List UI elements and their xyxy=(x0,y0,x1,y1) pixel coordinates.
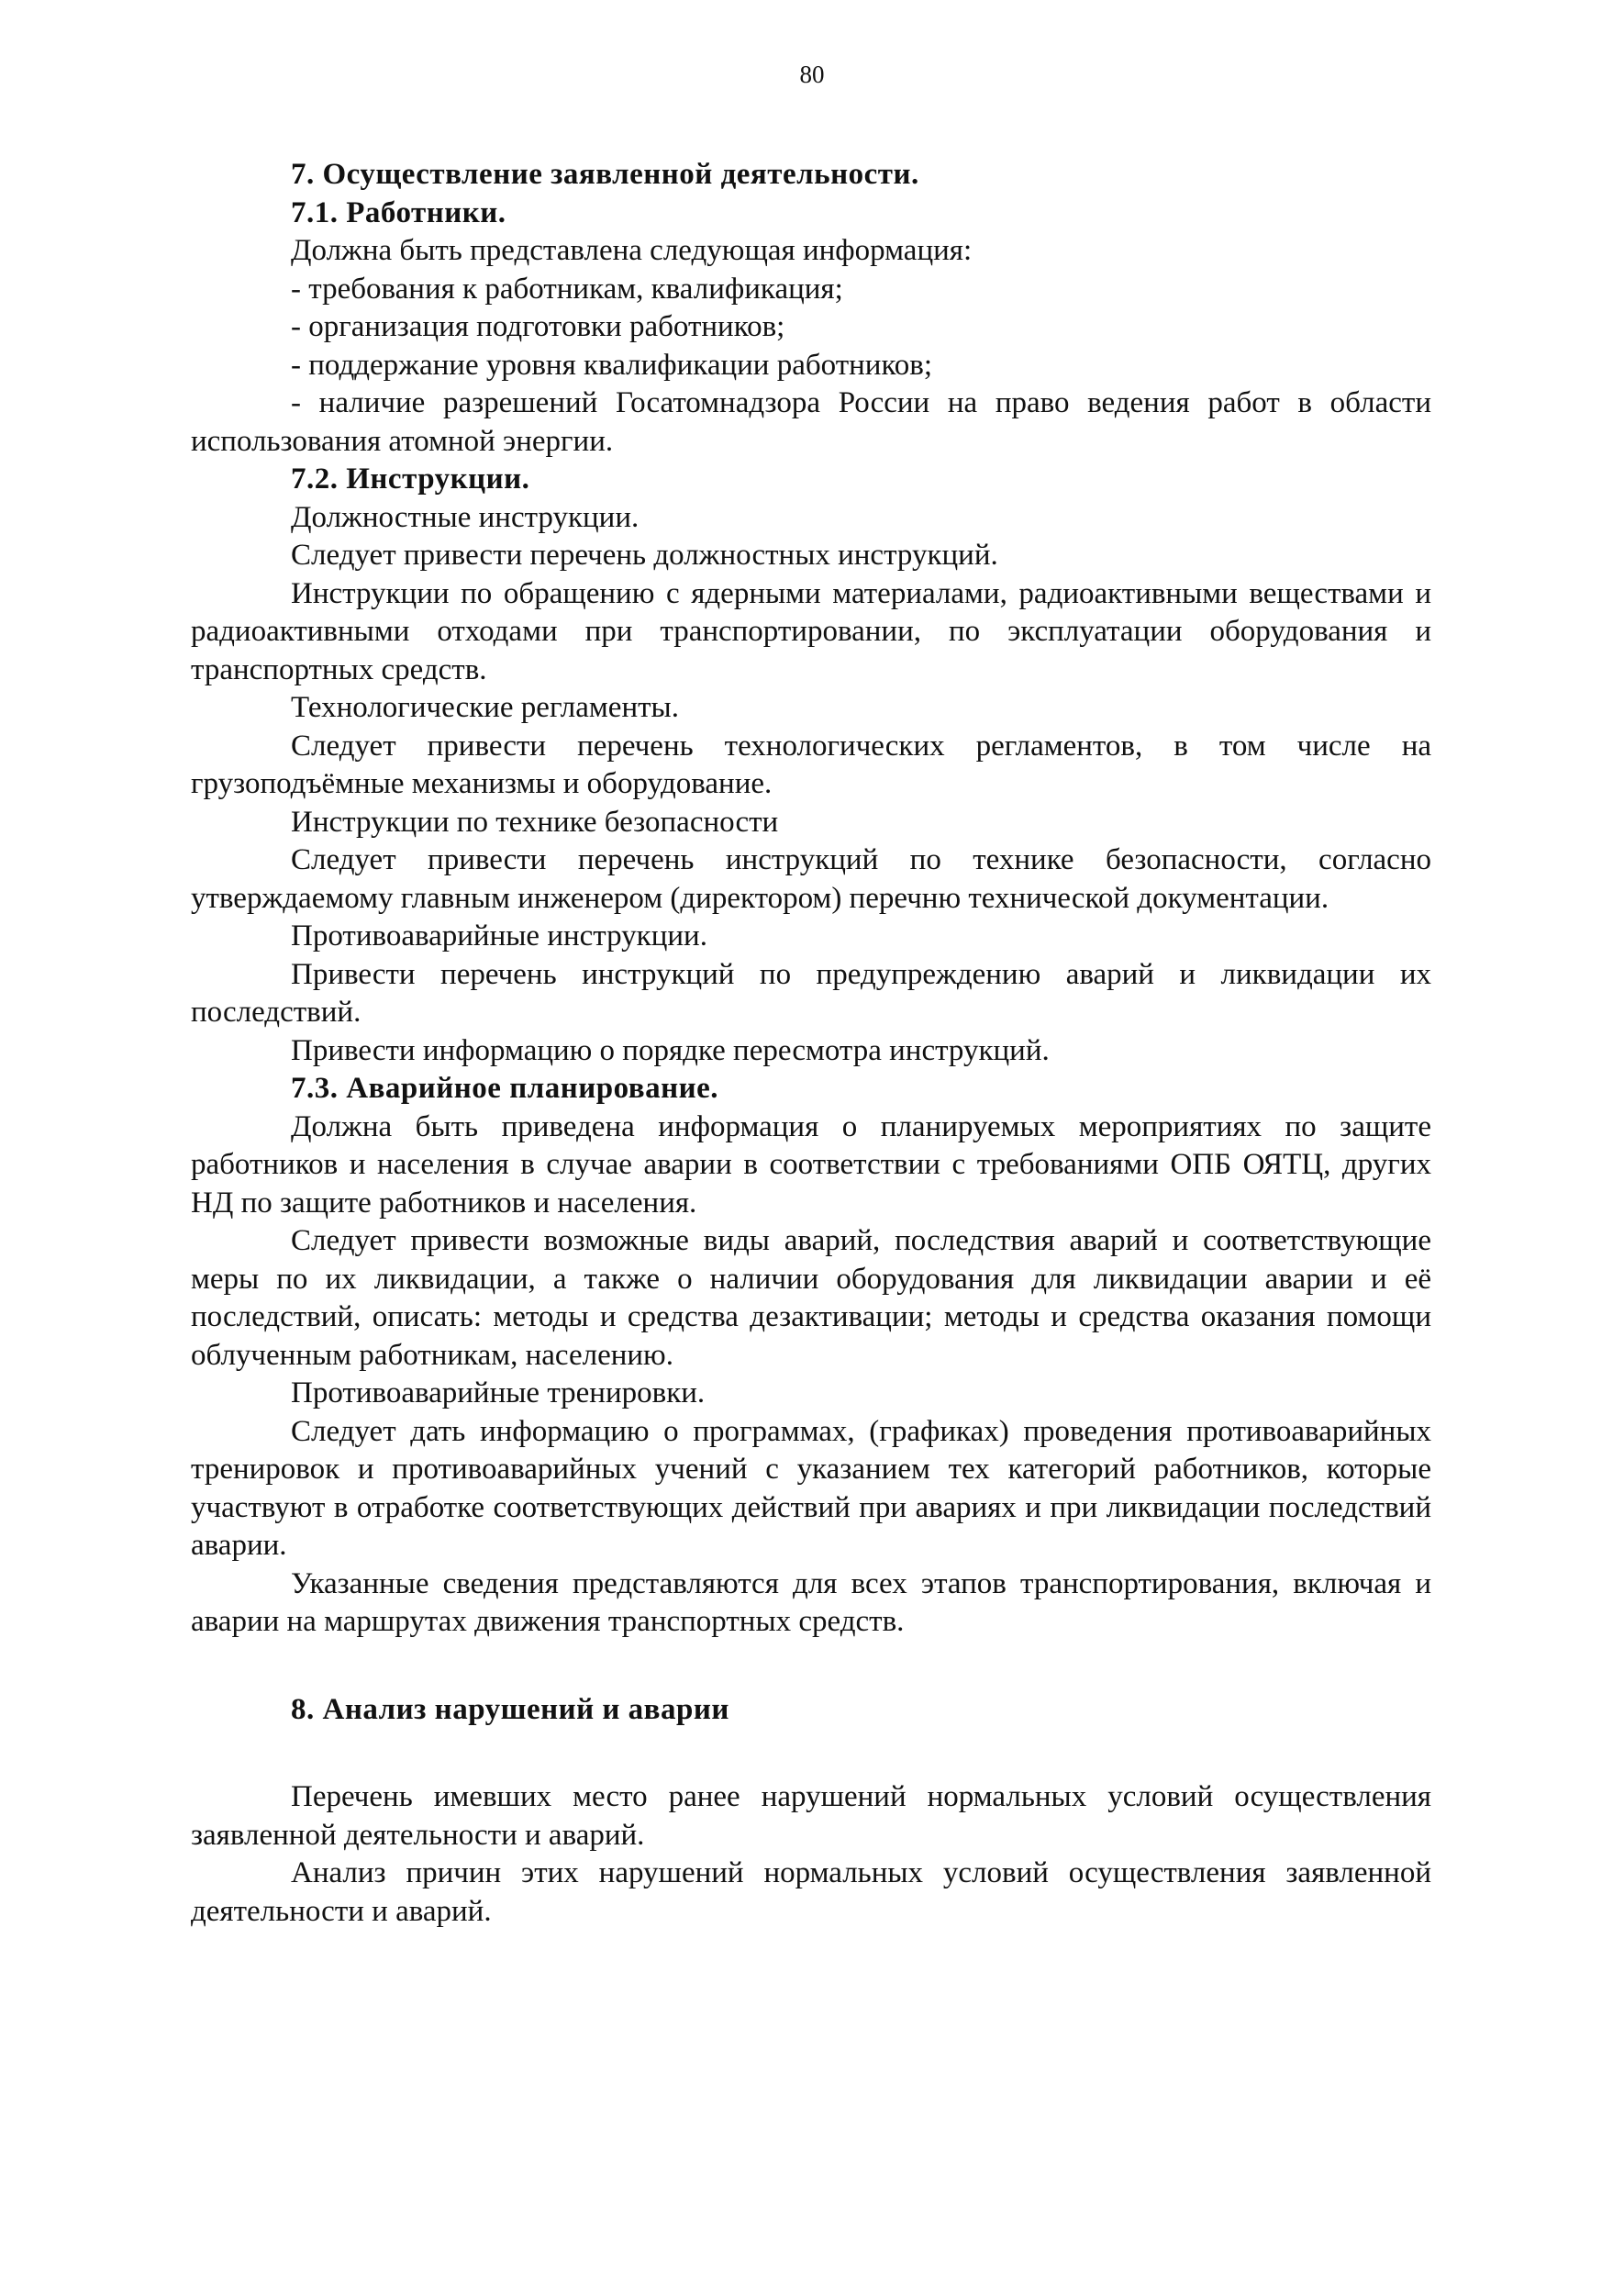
page-number: 80 xyxy=(799,61,825,88)
section-7-3-heading: 7.3. Аварийное планирование. xyxy=(291,1072,719,1105)
paragraph: Анализ причин этих нарушений нормальных условий осуществления заявленной деятельности и аварий. xyxy=(191,1856,1431,1928)
paragraph: Должностные инструкции. xyxy=(291,500,640,534)
list-item: - требования к работникам, квалификация; xyxy=(291,272,843,306)
paragraph: Следует привести перечень инструкций по технике безопасности, согласно утверждаемому главным инженером (директором) перечню технической документации. xyxy=(191,843,1431,915)
paragraph: Противоаварийные тренировки. xyxy=(291,1376,706,1409)
section-8-heading: 8. Анализ нарушений и аварии xyxy=(291,1692,729,1726)
document-body xyxy=(191,156,1431,1931)
list-item: - поддержание уровня квалификации работников; xyxy=(291,348,933,382)
section-7-2-heading: 7.2. Инструкции. xyxy=(291,462,530,496)
paragraph: Привести перечень инструкций по предупреждению аварий и ликвидации их последствий. xyxy=(191,957,1431,1029)
section-7-heading: 7. Осуществление заявленной деятельности. xyxy=(291,158,919,191)
paragraph: Должна быть приведена информация о планируемых мероприятиях по защите работников и населения в случае аварии в соответствии с требованиями ОПБ ОЯТЦ, других НД по защите работников и населения. xyxy=(191,1109,1431,1220)
paragraph: Указанные сведения представляются для всех этапов транспортирования, включая и аварии на маршрутах движения транспортных средств. xyxy=(191,1566,1431,1638)
list-item: - наличие разрешений Госатомнадзора России на право ведения работ в области использования атомной энергии. xyxy=(191,386,1431,458)
paragraph: Следует дать информацию о программах, (графиках) проведения противоаварийных тренировок и противоаварийных учений с указанием тех категорий работников, которые участвуют в отработке соответствующих действий при авариях и при ликвидации последствий аварии. xyxy=(191,1414,1431,1562)
paragraph: Инструкции по технике безопасности xyxy=(291,805,779,839)
paragraph: Противоаварийные инструкции. xyxy=(291,919,707,953)
section-7-1-heading: 7.1. Работники. xyxy=(291,195,506,229)
paragraph: Перечень имевших место ранее нарушений нормальных условий осуществления заявленной деятельности и аварий. xyxy=(191,1780,1431,1852)
list-item: - организация подготовки работников; xyxy=(291,310,785,343)
paragraph: Следует привести возможные виды аварий, последствия аварий и соответствующие меры по их ликвидации, а также о наличии оборудования для ликвидации аварии и её последствий, описать: методы и средства дезактивации; методы и средства оказания помощи облученным работникам, населению. xyxy=(191,1224,1431,1372)
paragraph: Привести информацию о порядке пересмотра инструкций. xyxy=(291,1033,1050,1067)
paragraph: Инструкции по обращению с ядерными материалами, радиоактивными веществами и радиоактивными отходами при транспортировании, по эксплуатации оборудования и транспортных средств. xyxy=(191,576,1431,686)
paragraph: Технологические регламенты. xyxy=(291,691,679,724)
paragraph: Должна быть представлена следующая информация: xyxy=(291,234,973,267)
paragraph: Следует привести перечень технологических регламентов, в том числе на грузоподъёмные механизмы и оборудование. xyxy=(191,729,1431,800)
paragraph: Следует привести перечень должностных инструкций. xyxy=(291,539,998,572)
